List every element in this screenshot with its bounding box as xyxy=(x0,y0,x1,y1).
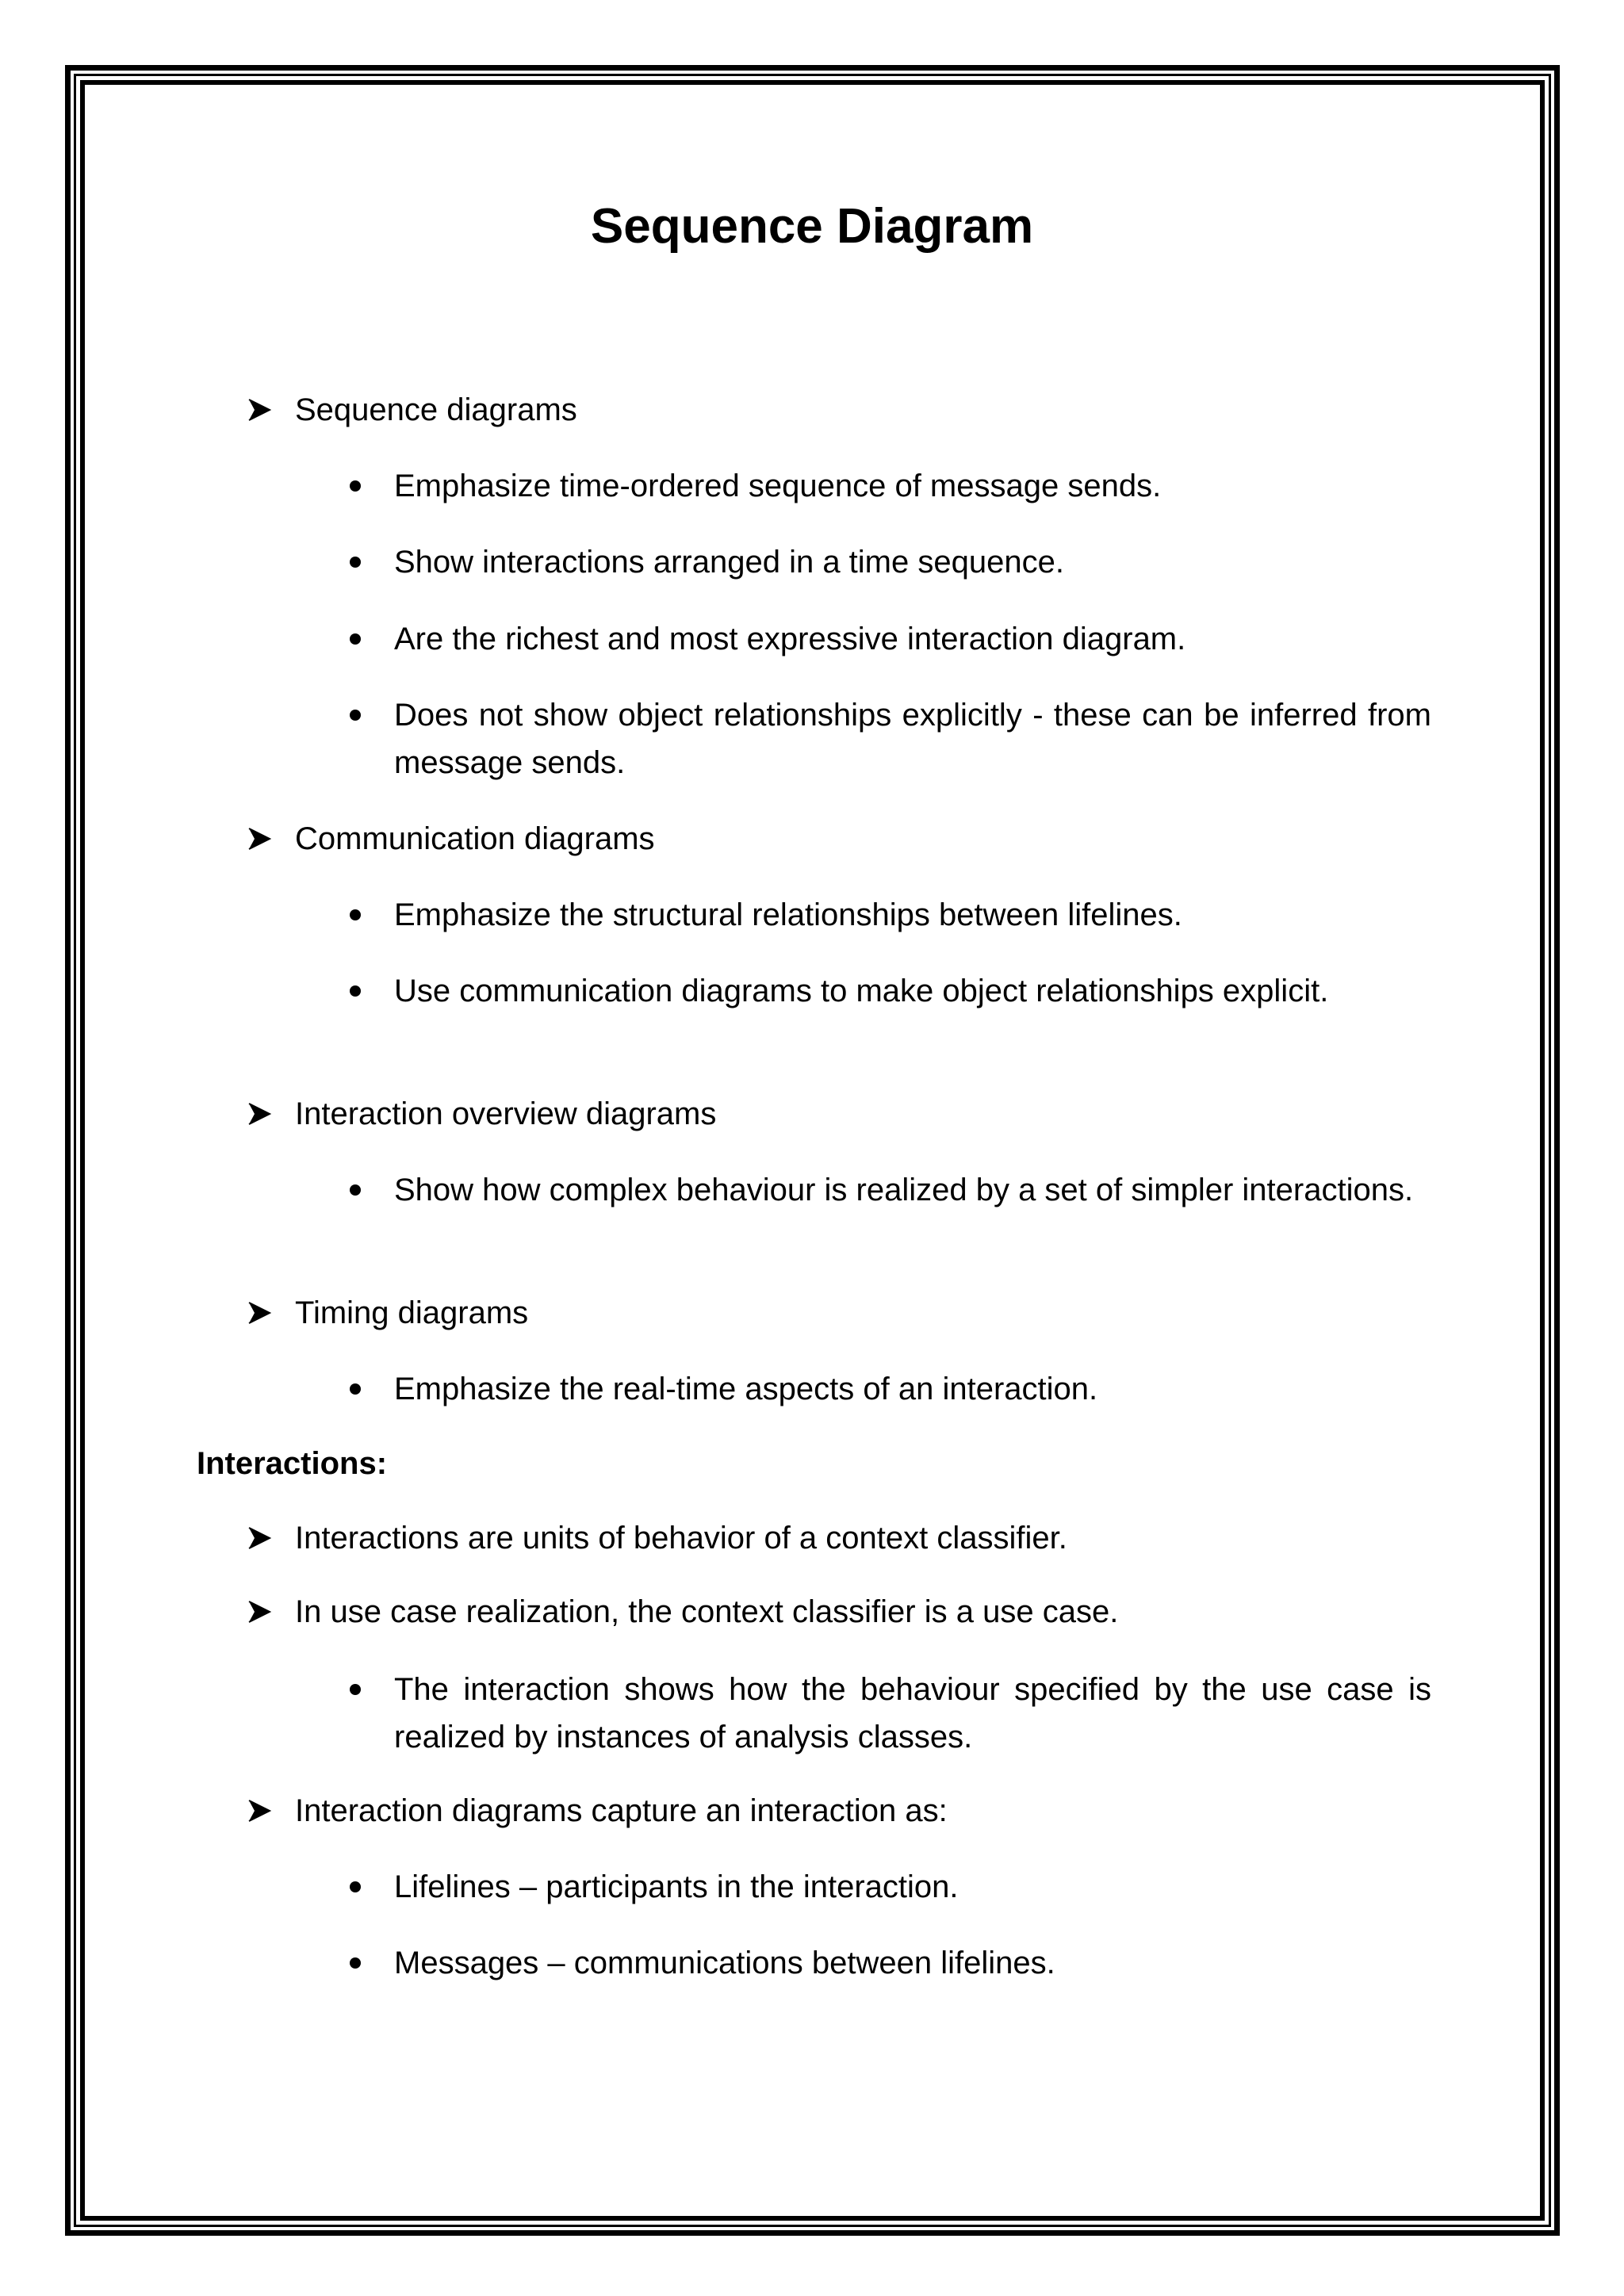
round-bullet-icon xyxy=(350,909,361,920)
list-item-sequence-diagrams xyxy=(295,386,577,434)
round-bullet-icon xyxy=(350,1184,361,1196)
round-bullet-icon xyxy=(350,1684,361,1695)
list-item-label: Timing diagrams xyxy=(295,1295,529,1330)
arrowhead-bullet-icon xyxy=(246,1090,273,1138)
page-title: Sequence Diagram xyxy=(590,199,1034,254)
arrowhead-bullet-icon xyxy=(246,386,273,434)
list-item-text: Show how complex behaviour is realized by a set of simpler interactions. xyxy=(394,1173,1414,1207)
list-item-text: Emphasize time-ordered sequence of message sends. xyxy=(394,469,1162,503)
round-bullet-icon xyxy=(350,1881,361,1892)
list-item-text: Interaction diagrams capture an interaction as: xyxy=(295,1793,948,1828)
list-item-text: Emphasize the real-time aspects of an interaction. xyxy=(394,1372,1098,1406)
list-item xyxy=(295,1588,1118,1636)
list-item-communication-diagrams xyxy=(295,815,655,863)
round-bullet-icon xyxy=(350,1957,361,1969)
arrowhead-bullet-icon xyxy=(246,1588,273,1636)
round-bullet-icon xyxy=(350,480,361,492)
list-item xyxy=(394,538,1064,586)
list-item xyxy=(394,891,1182,939)
list-item xyxy=(394,1166,1431,1214)
list-item-text: Does not show object relationships explicitly - these can be inferred from message sends. xyxy=(394,698,1431,780)
round-bullet-icon xyxy=(350,557,361,568)
list-item-text: Are the richest and most expressive interaction diagram. xyxy=(394,622,1186,656)
list-item xyxy=(295,1787,948,1835)
arrowhead-bullet-icon xyxy=(246,1289,273,1337)
section-heading-interactions: Interactions: xyxy=(197,1446,388,1481)
list-item-label: Communication diagrams xyxy=(295,821,655,856)
list-item-label: Interaction overview diagrams xyxy=(295,1096,717,1131)
list-item-text: Lifelines – participants in the interaction. xyxy=(394,1869,959,1904)
arrowhead-bullet-icon xyxy=(246,1787,273,1835)
round-bullet-icon xyxy=(350,985,361,997)
list-item xyxy=(394,691,1431,786)
list-item-text: Messages – communications between lifelines. xyxy=(394,1946,1055,1980)
list-item-text: Emphasize the structural relationships between lifelines. xyxy=(394,897,1182,932)
list-item-text: In use case realization, the context classifier is a use case. xyxy=(295,1594,1119,1629)
round-bullet-icon xyxy=(350,633,361,645)
list-item-interaction-overview-diagrams xyxy=(295,1090,716,1138)
list-item xyxy=(295,1514,1067,1562)
list-item xyxy=(394,1863,959,1911)
list-item xyxy=(394,615,1185,663)
list-item-text: The interaction shows how the behaviour specified by the use case is realized by instances of analysis classes. xyxy=(394,1672,1431,1755)
list-item xyxy=(394,1365,1097,1413)
arrowhead-bullet-icon xyxy=(246,1514,273,1562)
list-item xyxy=(394,1939,1055,1987)
list-item xyxy=(394,462,1161,510)
list-item-text: Show interactions arranged in a time sequence. xyxy=(394,545,1064,580)
round-bullet-icon xyxy=(350,710,361,721)
list-item-text: Interactions are units of behavior of a context classifier. xyxy=(295,1521,1067,1556)
list-item-label: Sequence diagrams xyxy=(295,392,577,427)
list-item xyxy=(394,1666,1431,1761)
arrowhead-bullet-icon xyxy=(246,815,273,863)
list-item-text: Use communication diagrams to make object relationships explicit. xyxy=(394,974,1329,1008)
round-bullet-icon xyxy=(350,1383,361,1395)
list-item xyxy=(394,967,1431,1015)
list-item-timing-diagrams xyxy=(295,1289,528,1337)
